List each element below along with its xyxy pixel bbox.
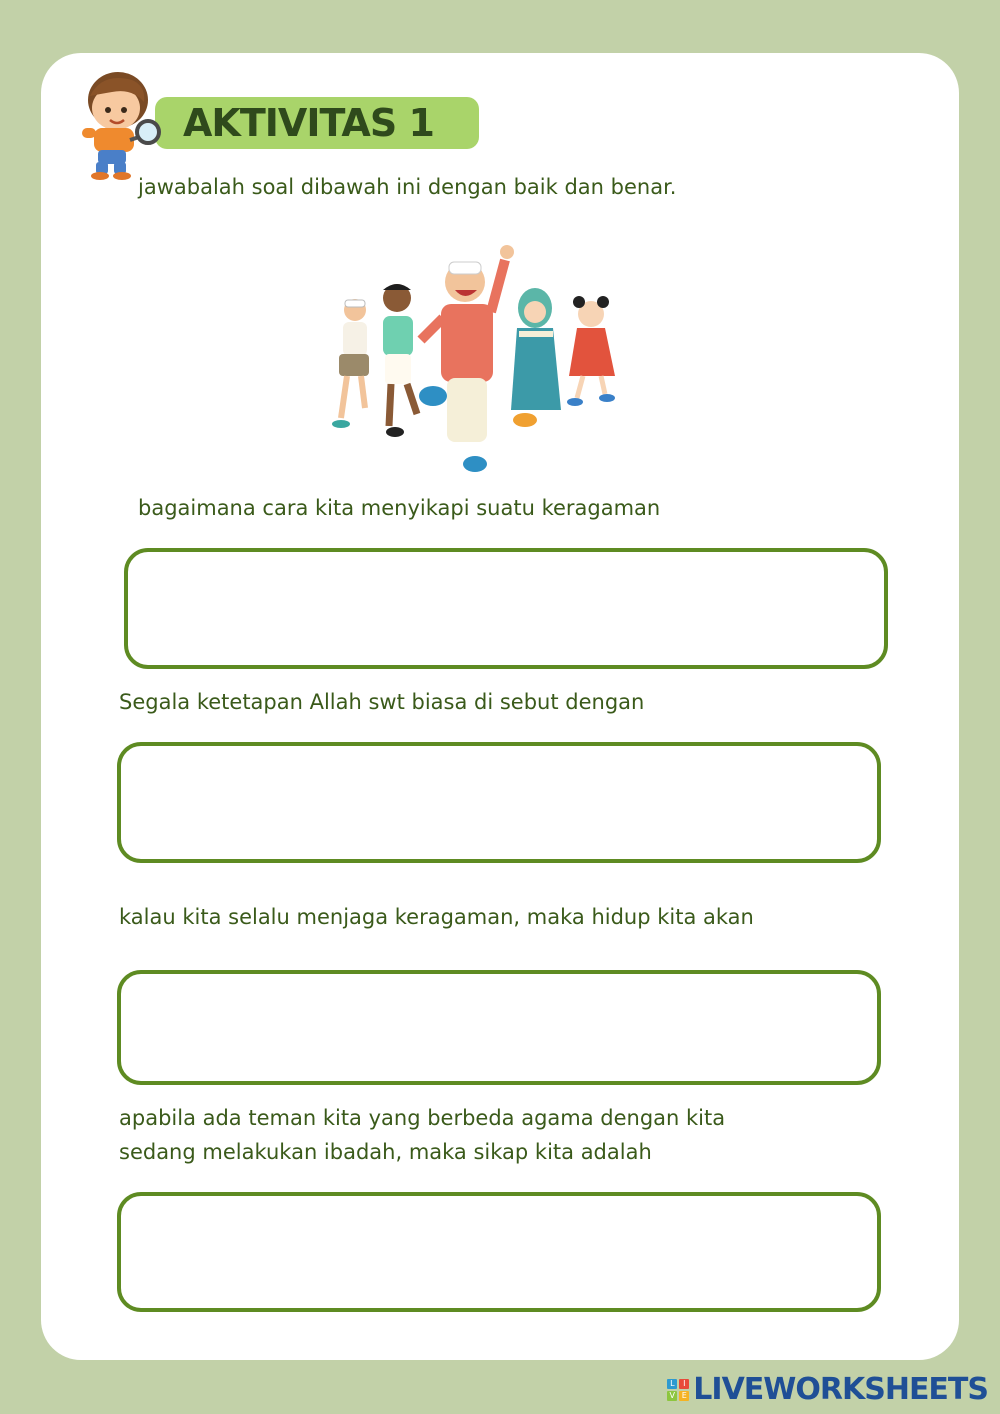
question-1-text: bagaimana cara kita menyikapi suatu keragaman	[138, 496, 661, 520]
answer-box-3[interactable]	[117, 970, 881, 1085]
children-illustration	[325, 238, 635, 480]
question-4-text-line1: apabila ada teman kita yang berbeda agama dengan kita	[119, 1106, 726, 1130]
answer-box-4[interactable]	[117, 1192, 881, 1312]
question-4-text-line2: sedang melakukan ibadah, maka sikap kita adalah	[119, 1140, 652, 1164]
question-3-text: kalau kita selalu menjaga keragaman, maka hidup kita akan	[119, 905, 754, 929]
liveworksheets-logo[interactable]	[667, 1372, 988, 1407]
question-2-text: Segala ketetapan Allah swt biasa di sebut dengan	[119, 690, 645, 714]
instruction-text: jawabalah soal dibawah ini dengan baik dan benar.	[138, 175, 677, 199]
answer-box-2[interactable]	[117, 742, 881, 863]
answer-box-1[interactable]	[124, 548, 888, 669]
logo-grid-icon: L I V E	[667, 1379, 689, 1401]
boy-magnifier-illustration	[72, 66, 164, 180]
page-title: AKTIVITAS 1	[183, 101, 434, 145]
brand-name: LIVEWORKSHEETS	[693, 1372, 988, 1407]
